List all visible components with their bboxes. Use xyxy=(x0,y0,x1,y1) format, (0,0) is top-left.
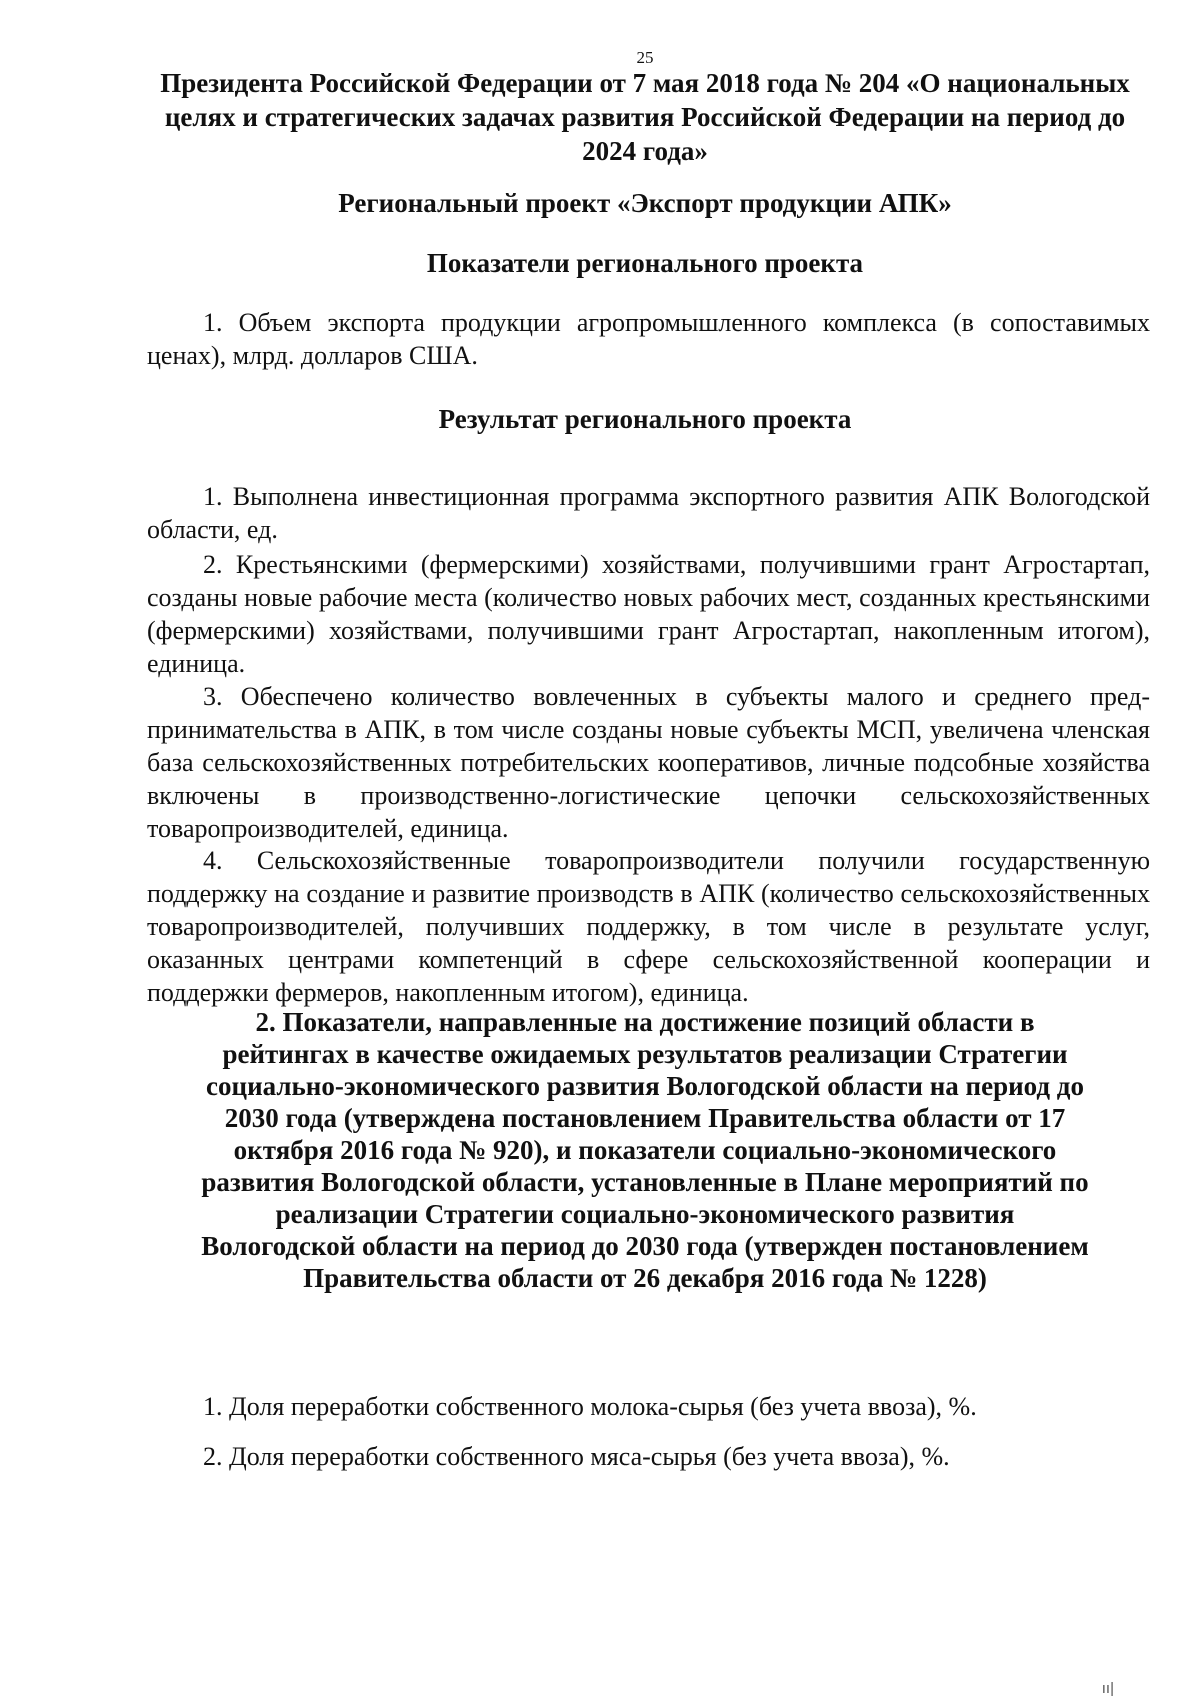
project-title: Региональный проект «Экспорт продукции АПК» xyxy=(338,188,952,218)
result-item-4: 4. Сельскохозяйственные товаропроизводители получили государственную поддержку на создание и развитие производств в АПК (количество сельскохозяйственных товаропроизводителей, получивших поддержку, в том числе в результате услуг, оказанных центрами компетенций в сфере сельскохозяйственной кооперации и поддержки фермеров, накопленным итогом), единица. xyxy=(147,846,1150,1007)
section-2-item-2: 2. Доля переработки собственного мяса-сырья (без учета ввоза), %. xyxy=(203,1442,950,1471)
indicator-item: 1. Объем экспорта продукции агропромышленного комплекса (в сопоставимых ценах), млрд. долларов США. xyxy=(147,308,1150,370)
decree-heading: Президента Российской Федерации от 7 мая 2018 года № 204 «О национальных целях и стратегических задачах развития Российской Федерации на период до 2024 года» xyxy=(160,68,1130,166)
section-2-heading: 2. Показатели, направленные на достижение позиций области в рейтингах в качестве ожидаемых результатов реализации Стратегии социально-экономического развития Вологодской области на период до 2030 года (утверждена постановлением Правительства области от 17 октября 2016 года № 920), и показатели социально-экономического развития Вологодской области, установленные в Плане мероприятий по реализации Стратегии социально-экономического развития Вологодской области на период до 2030 года (утвержден постановлением Правительства области от 26 декабря 2016 года № 1228) xyxy=(201,1007,1089,1293)
page-number: 25 xyxy=(636,48,654,67)
result-item-2: 2. Крестьянскими (фермерскими) хозяйствами, получившими грант Агростартап, созданы новые рабочие места (количество новых рабочих мест, созданных крестьянскими (фермерскими) хозяйствами, получившими грант Агростартап, накопленным итогом), единица. xyxy=(147,550,1150,678)
result-item-1: 1. Выполнена инвестиционная программа экспортного развития АПК Вологодской области, ед. xyxy=(147,482,1150,544)
indicators-heading: Показатели регионального проекта xyxy=(426,248,864,278)
section-2-item-1: 1. Доля переработки собственного молока-сырья (без учета ввоза), %. xyxy=(203,1392,977,1421)
results-heading: Результат регионального проекта xyxy=(438,404,852,434)
result-item-3: 3. Обеспечено количество вовлеченных в субъекты малого и среднего предпринимательства в АПК, в том числе созданы новые субъекты МСП, увеличена членская база сельскохозяйственных потребительских кооперативов, личные подсобные хозяйства включены в производственно-логистические цепочки сельскохозяйственных товаропроизводителей, единица. xyxy=(147,682,1150,843)
corner-mark: ıı| xyxy=(1101,1680,1114,1697)
